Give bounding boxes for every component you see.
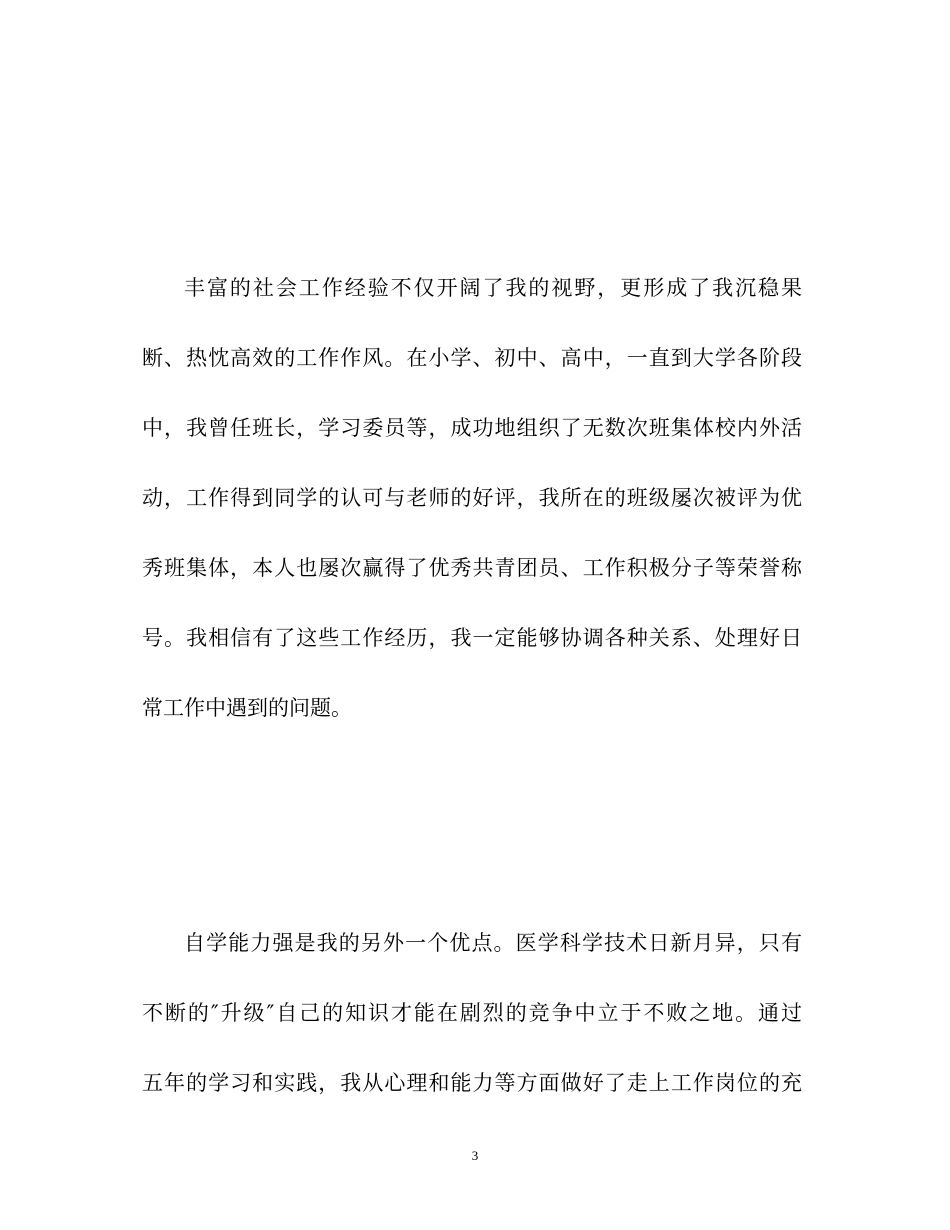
paragraph-1-line-3: 中，我曾任班长，学习委员等，成功地组织了无数次班集体校内外活 xyxy=(142,416,802,440)
paragraph-2-line-3: 五年的学习和实践，我从心理和能力等方面做好了走上工作岗位的充 xyxy=(142,1071,802,1095)
paragraph-1-line-5: 秀班集体，本人也屡次赢得了优秀共青团员、工作积极分子等荣誉称 xyxy=(142,556,802,580)
paragraph-1-line-7: 常工作中遇到的问题。 xyxy=(142,696,352,720)
paragraph-1-line-2: 断、热忱高效的工作作风。在小学、初中、高中，一直到大学各阶段 xyxy=(142,346,802,370)
page-number: 3 xyxy=(471,1148,479,1163)
paragraph-1-line-4: 动，工作得到同学的认可与老师的好评，我所在的班级屡次被评为优 xyxy=(142,486,802,510)
paragraph-2-line-2: 不断的″升级″自己的知识才能在剧烈的竞争中立于不败之地。通过 xyxy=(142,1001,802,1025)
paragraph-1-line-6: 号。我相信有了这些工作经历，我一定能够协调各种关系、处理好日 xyxy=(142,626,802,650)
paragraph-2-line-1: 自学能力强是我的另外一个优点。医学科学技术日新月异，只有 xyxy=(184,931,802,955)
paragraph-1-line-1: 丰富的社会工作经验不仅开阔了我的视野，更形成了我沉稳果 xyxy=(184,276,802,300)
